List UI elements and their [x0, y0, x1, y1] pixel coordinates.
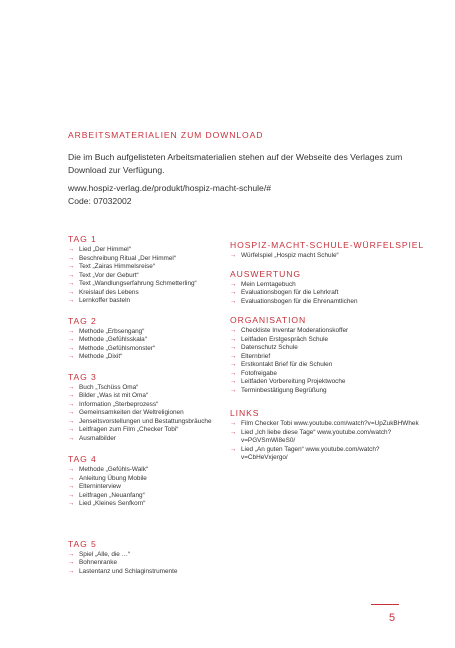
list-item: [68, 475, 228, 484]
list-item-text: Buch „Tschüss Oma“: [79, 383, 139, 391]
item-list: [68, 466, 228, 509]
arrow-right-icon: →: [68, 263, 75, 270]
list-item-text: Lied „Der Himmel“: [79, 246, 131, 253]
arrow-right-icon: →: [230, 289, 237, 296]
list-item-text: Lernkoffer basteln: [79, 297, 131, 304]
section-heading: TAG 4: [68, 454, 97, 464]
arrow-right-icon: →: [68, 271, 75, 279]
list-item: [68, 418, 228, 427]
arrow-right-icon: →: [68, 550, 75, 558]
list-item-text: Film Checker Tobi www.youtube.com/watch?v=UpZukBHWhek: [241, 420, 419, 427]
list-item-text: Information „Sterbeprozess“: [79, 400, 159, 408]
list-item: [68, 289, 228, 298]
list-item: [230, 353, 420, 362]
list-item-text: Evaluationsbogen für die Ehrenamtlichen: [241, 297, 358, 305]
list-item: [68, 328, 228, 337]
list-item-text: Kreislauf des Lebens: [79, 288, 139, 296]
list-item-text: Jenseitsvorstellungen und Bestattungsbräuche: [79, 417, 212, 425]
list-item: [230, 327, 420, 336]
list-item-text: Methode „Erbsengang“: [79, 327, 145, 335]
arrow-right-icon: →: [68, 409, 75, 416]
section-organisation: [230, 315, 420, 395]
list-item-text: Text „Zairas Himmelsreise“: [79, 263, 155, 270]
list-item: [230, 289, 420, 298]
list-item: [230, 446, 420, 463]
list-item: [230, 378, 420, 387]
item-list: [68, 246, 228, 306]
list-item: [230, 420, 420, 429]
left-column: [68, 234, 228, 576]
arrow-right-icon: →: [230, 352, 237, 360]
arrow-right-icon: →: [68, 559, 75, 566]
list-item: [68, 272, 228, 281]
list-item: [68, 492, 228, 501]
list-item-text: Würfelspiel „Hospiz macht Schule“: [241, 252, 339, 259]
list-item: [68, 466, 228, 475]
section-auswertung: [230, 269, 420, 307]
arrow-right-icon: →: [230, 369, 237, 377]
section-heading: ORGANISATION: [230, 315, 307, 325]
list-item: [68, 559, 228, 568]
arrow-right-icon: →: [230, 252, 237, 259]
item-list: [230, 252, 420, 261]
page-number: 5: [389, 612, 396, 624]
item-list: [68, 384, 228, 444]
list-item-text: Gemeinsamkeiten der Weltreligionen: [79, 409, 184, 416]
list-item-text: Leitfaden Vorbereitung Projektwoche: [241, 378, 346, 385]
list-item-text: Lied „An guten Tagen“ www.youtube.com/watch?v=CbHeVxjergo/: [241, 445, 380, 461]
list-item-text: Leitfragen zum Film „Checker Tobi“: [79, 426, 179, 433]
list-item-text: Leitfragen „Neuanfang“: [79, 491, 145, 499]
arrow-right-icon: →: [68, 280, 75, 287]
list-item: [68, 483, 228, 492]
list-item-text: Evaluationsbogen für die Lehrkraft: [241, 289, 339, 296]
arrow-right-icon: →: [68, 567, 75, 575]
arrow-right-icon: →: [230, 445, 237, 453]
list-item: [68, 551, 228, 560]
download-text: Die im Buch aufgelisteten Arbeitsmaterialien stehen auf der Webseite des Verlages zum Download zur Verfügung.: [68, 152, 403, 175]
list-item-text: Mein Lerntagebuch: [241, 280, 296, 288]
list-item: [68, 255, 228, 264]
arrow-right-icon: →: [68, 383, 75, 391]
list-item-text: Anleitung Übung Mobile: [79, 474, 147, 482]
list-item-text: Text „Vor der Geburt“: [79, 271, 139, 279]
section-tag-3: [68, 372, 228, 444]
page-number-rule: [371, 604, 399, 605]
arrow-right-icon: →: [68, 434, 75, 442]
list-item: [230, 298, 420, 307]
arrow-right-icon: →: [230, 327, 237, 334]
arrow-right-icon: →: [68, 483, 75, 490]
list-item: [68, 426, 228, 435]
list-item: [68, 392, 228, 401]
arrow-right-icon: →: [68, 491, 75, 499]
list-item-text: Lied „Ich liebe diese Tage“ www.youtube.com/watch?v=PGVSmWi8eS0/: [241, 428, 392, 444]
arrow-right-icon: →: [68, 426, 75, 433]
arrow-right-icon: →: [68, 297, 75, 304]
item-list: [230, 420, 420, 463]
arrow-right-icon: →: [68, 336, 75, 343]
list-item-text: Fotofreigabe: [241, 369, 277, 377]
list-item: [68, 280, 228, 289]
download-code: Code: 07032002: [68, 196, 132, 206]
arrow-right-icon: →: [230, 344, 237, 351]
list-item-text: Lied „Kleines Senfkorn“: [79, 500, 146, 507]
list-item: [230, 370, 420, 379]
section-tag-1: [68, 234, 228, 306]
download-url[interactable]: www.hospiz-verlag.de/produkt/hospiz-macht-schule/#: [68, 183, 272, 193]
arrow-right-icon: →: [230, 386, 237, 394]
list-item: [230, 336, 420, 345]
list-item: [230, 344, 420, 353]
list-item-text: Methode „Gefühls-Walk“: [79, 466, 149, 473]
section-heading: LINKS: [230, 408, 260, 418]
list-item: [230, 429, 420, 446]
list-item: [68, 336, 228, 345]
section-tag-5: [68, 539, 228, 577]
arrow-right-icon: →: [230, 335, 237, 343]
arrow-right-icon: →: [68, 327, 75, 335]
arrow-right-icon: →: [68, 400, 75, 408]
section-heading: HOSPIZ-MACHT-SCHULE-WÜRFELSPIEL: [230, 240, 425, 250]
list-item-text: Bilder „Was ist mit Oma“: [79, 392, 148, 399]
list-item-text: Lastentanz und Schlaginstrumente: [79, 567, 178, 575]
arrow-right-icon: →: [230, 378, 237, 385]
list-item: [230, 361, 420, 370]
list-item: [68, 263, 228, 272]
arrow-right-icon: →: [230, 297, 237, 305]
section-heading: TAG 5: [68, 538, 97, 549]
item-list: [230, 327, 420, 395]
list-item: [68, 401, 228, 410]
list-item-text: Spiel „Alle, die …“: [79, 550, 131, 558]
arrow-right-icon: →: [230, 280, 237, 288]
section-links: [230, 408, 420, 463]
list-item-text: Datenschutz Schule: [241, 344, 298, 351]
list-item: [68, 409, 228, 418]
list-item-text: Ausmalbilder: [79, 434, 116, 442]
list-item: [68, 435, 228, 444]
arrow-right-icon: →: [68, 417, 75, 425]
arrow-right-icon: →: [230, 361, 237, 368]
list-item-text: Text „Wandlungserfahrung Schmetterling“: [79, 280, 197, 287]
list-item-text: Beschreibung Ritual „Der Himmel“: [79, 254, 176, 262]
item-list: [68, 328, 228, 362]
arrow-right-icon: →: [68, 500, 75, 507]
list-item: [230, 281, 420, 290]
right-column: [230, 240, 425, 463]
list-item: [68, 500, 228, 509]
section-heading: TAG 2: [68, 315, 97, 326]
list-item: [68, 568, 228, 577]
arrow-right-icon: →: [68, 254, 75, 262]
arrow-right-icon: →: [68, 392, 75, 399]
section-hospiz-macht-schule-wurfelspiel: [230, 240, 425, 261]
list-item: [68, 345, 228, 354]
list-item-text: Leitfaden Erstgespräch Schule: [241, 335, 329, 343]
download-heading: ARBEITSMATERIALIEN ZUM DOWNLOAD: [68, 130, 264, 140]
list-item-text: Bohnenranke: [79, 559, 118, 566]
list-item-text: Checkliste Inventar Moderationskoffer: [241, 327, 349, 334]
arrow-right-icon: →: [68, 288, 75, 296]
arrow-right-icon: →: [68, 353, 75, 360]
list-item: [68, 384, 228, 393]
list-item: [230, 387, 420, 396]
list-item-text: Erstkontakt Brief für die Schulen: [241, 361, 333, 368]
section-heading: TAG 1: [68, 234, 97, 244]
list-item: [68, 353, 228, 362]
download-intro: [68, 130, 408, 208]
section-heading: AUSWERTUNG: [230, 268, 301, 279]
list-item: [68, 297, 228, 306]
item-list: [68, 551, 228, 577]
arrow-right-icon: →: [230, 420, 237, 427]
section-heading: TAG 3: [68, 371, 97, 382]
section-tag-4: [68, 454, 228, 509]
list-item: [68, 246, 228, 255]
list-item-text: Methode „Gefühlsmonster“: [79, 344, 156, 352]
arrow-right-icon: →: [68, 344, 75, 352]
list-item-text: Methode „Gefühlsskala“: [79, 336, 147, 343]
section-tag-2: [68, 316, 228, 362]
list-item-text: Methode „Dixit“: [79, 353, 123, 360]
list-item-text: Elternbrief: [241, 352, 271, 360]
arrow-right-icon: →: [68, 246, 75, 253]
list-item-text: Elterninterview: [79, 483, 121, 490]
list-item: [230, 252, 420, 261]
arrow-right-icon: →: [230, 428, 237, 436]
list-item-text: Terminbestätigung Begrüßung: [241, 386, 327, 394]
arrow-right-icon: →: [68, 474, 75, 482]
arrow-right-icon: →: [68, 466, 75, 473]
item-list: [230, 281, 420, 307]
